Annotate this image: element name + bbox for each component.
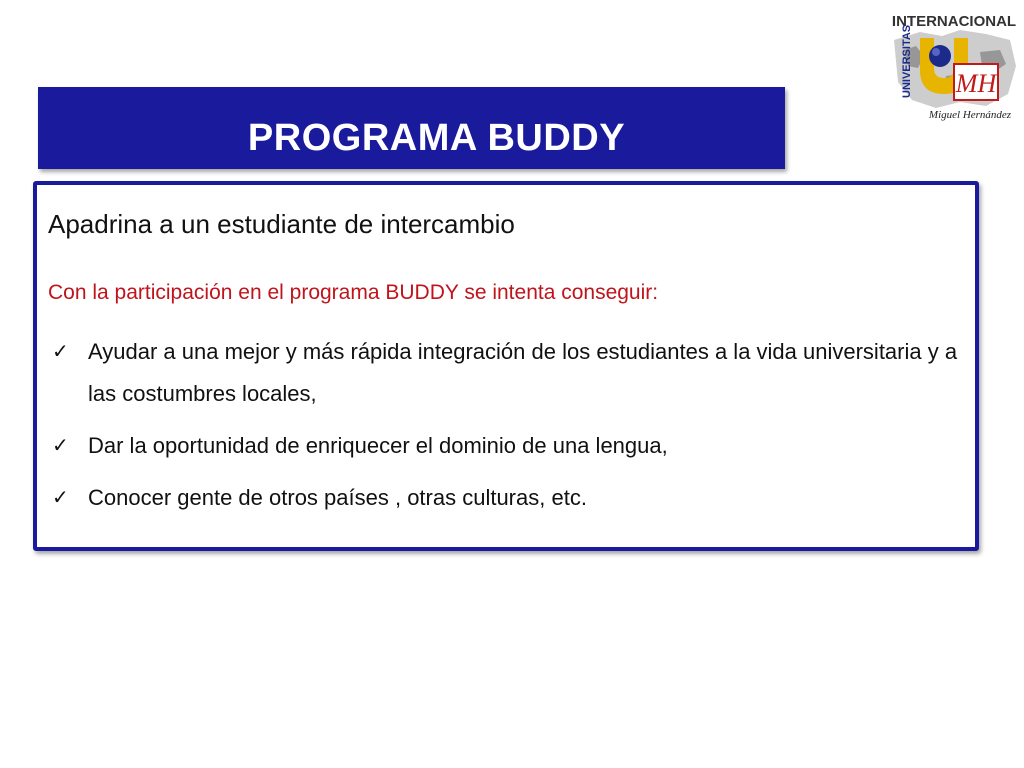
page-title: PROGRAMA BUDDY (247, 117, 626, 159)
checkmark-icon: ✓ (52, 341, 69, 363)
logo-side-text: UNIVERSITAS (901, 24, 913, 98)
list-item (48, 331, 963, 415)
umh-internacional-logo (890, 6, 1018, 128)
checkmark-icon: ✓ (52, 435, 69, 457)
content-panel (33, 181, 979, 551)
bullet-text: Dar la oportunidad de enriquecer el dominio de una lengua, (88, 433, 668, 458)
list-item (48, 477, 963, 519)
title-banner (38, 87, 785, 169)
logo-caption: Miguel Hernández (928, 109, 1012, 121)
university-logo (890, 6, 1018, 128)
logo-top-text: INTERNACIONAL (891, 13, 1017, 30)
logo-monogram: MH (955, 69, 997, 98)
bullet-text: Ayudar a una mejor y más rápida integración de los estudiantes a la vida universitaria y a las costumbres locales, (88, 339, 958, 406)
subtitle: Apadrina a un estudiante de intercambio (48, 209, 515, 239)
intro-text: Con la participación en el programa BUDDY se intenta conseguir: (48, 281, 659, 304)
bullet-text: Conocer gente de otros países , otras culturas, etc. (88, 485, 587, 510)
list-item (48, 425, 963, 467)
bullet-list (48, 331, 963, 529)
checkmark-icon: ✓ (52, 487, 69, 509)
